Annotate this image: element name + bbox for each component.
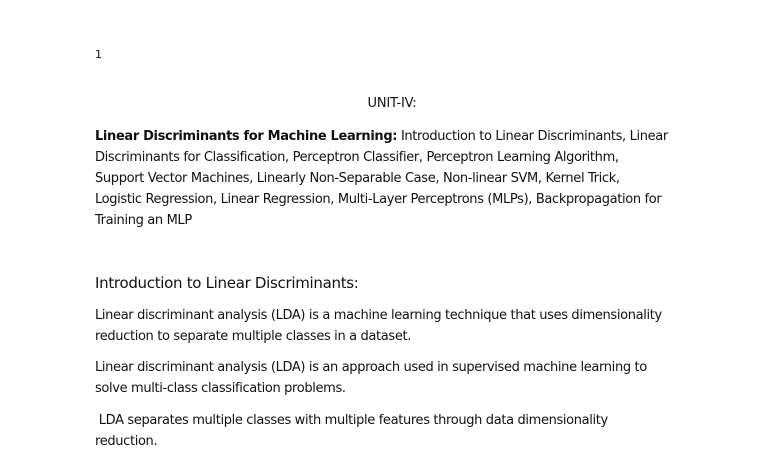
- unit-title: UNIT-IV:: [367, 96, 417, 111]
- paragraph-line: solve multi-class classification problems.: [95, 381, 346, 396]
- section-heading: Introduction to Linear Discriminants:: [95, 274, 359, 292]
- body-paragraph: [95, 410, 705, 452]
- paragraph-line: Linear discriminant analysis (LDA) is a machine learning technique that uses dimensionality: [95, 308, 662, 323]
- page-number: 1: [95, 48, 102, 61]
- syllabus-line: Support Vector Machines, Linearly Non-Separable Case, Non-linear SVM, Kernel Trick,: [95, 171, 620, 186]
- body-paragraph: [95, 305, 705, 347]
- body-paragraph: [95, 357, 705, 399]
- paragraph-line: reduction to separate multiple classes in a dataset.: [95, 329, 411, 344]
- syllabus-line: Discriminants for Classification, Perceptron Classifier, Perceptron Learning Algorithm,: [95, 150, 619, 165]
- syllabus-text: Introduction to Linear Discriminants, Linear: [397, 129, 668, 144]
- syllabus-label: Linear Discriminants for Machine Learning:: [95, 129, 398, 144]
- syllabus-line: Logistic Regression, Linear Regression, Multi-Layer Perceptrons (MLPs), Backpropagation for: [95, 192, 662, 207]
- paragraph-line: LDA separates multiple classes with multiple features through data dimensionality: [95, 413, 608, 428]
- syllabus-line: Training an MLP: [95, 213, 192, 228]
- syllabus-paragraph: [95, 126, 695, 231]
- syllabus-line: [95, 126, 695, 147]
- paragraph-line: Linear discriminant analysis (LDA) is an approach used in supervised machine learning to: [95, 360, 647, 375]
- paragraph-line: reduction.: [95, 434, 158, 449]
